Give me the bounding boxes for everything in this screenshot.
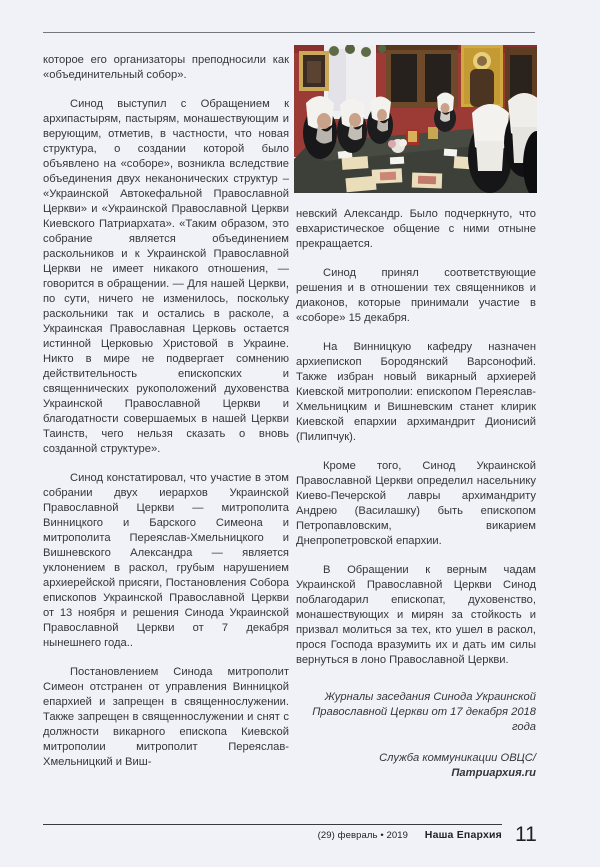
signature xyxy=(296,751,536,781)
footer-rule xyxy=(43,824,502,825)
paragraph: На Винницкую кафедру назначен архиепископ Бородянский Варсонофий. Также избран новый викарный архиерей Киевской митрополии: епископом Переяслав-Хмельницким и Вишневским станет клирик Киевской епархии архимандрит Дионисий (Пилипчук). xyxy=(296,341,536,443)
paragraph: невский Александр. Было подчеркнуто, что евхаристическое общение с ними отныне прекращается. xyxy=(296,208,536,250)
paragraph: Кроме того, Синод Украинской Православной Церкви определил насельнику Киево-Печерской лавры архимандриту Андрею (Василашку) быть епископом Петропавловским, викарием Днепропетровской епархии. xyxy=(296,460,536,547)
issue-info: (29) февраль • 2019 xyxy=(317,830,409,841)
paragraph: Синод принял соответствующие решения и в отношении тех священников и диаконов, которые принимали участие в «соборе» 15 декабря. xyxy=(296,267,536,324)
paragraph: Синод констатировал, что участие в этом собрании двух иерархов Украинской Православной Церкви — митрополита Винницкого и Барского Симеона и митрополита Переяслав-Хмельницкого и Вишневского Александра — является уклонением в раскол, грубым нарушением архиерейской присяги, Постановления Собора епископов Украинской Православной Церкви от 13 ноября и решения Синода Украинской Православной Церкви от 7 декабря нынешнего года.. xyxy=(43,472,289,649)
paragraph: Постановлением Синода митрополит Симеон отстранен от управления Винницкой епархией и запрещен в священнослужении. Также запрещен в священнослужении и снят с должности викарного епископа Киевской митрополии митрополит Переяслав-Хмельницкий и Виш- xyxy=(43,666,289,768)
source-note: Журналы заседания Синода Украинской Православной Церкви от 17 декабря 2018 года xyxy=(312,691,536,733)
right-column xyxy=(296,45,536,781)
left-column xyxy=(43,53,289,784)
signature-line1: Служба коммуникации ОВЦС/ xyxy=(379,752,536,764)
synod-meeting-photo xyxy=(294,45,537,193)
magazine-title: Наша Епархия xyxy=(424,829,502,841)
paragraph: которое его организаторы преподносили как «объединительный собор». xyxy=(43,54,289,81)
top-rule xyxy=(43,32,535,33)
footer xyxy=(43,829,502,841)
signature-line2: Патриархия.ru xyxy=(451,767,536,779)
paragraph: Синод выступил с Обращением к архипастырям, пастырям, монашествующим и верующим, отметив, в частности, что новая структура, о создании которой было объявлено на «соборе», возникла вследствие объединения двух неканонических структур – «Украинской Автокефальной Православной Церкви» и «Украинской Православной Церкви Киевского Патриархата». «Таким образом, это собрание является объединением раскольников и к Украинской Православной Церкви не имеет никакого отношения, — говорится в обращении. — Для нашей Церкви, по сути, ничего не изменилось, поскольку раскольники так и остались в расколе, а Украинская Православная Церковь остается истинной Церковью Христовой в Украине. Никто в мире не подвергает сомнению действительность епископских и священнических рукоположений духовенства Украинской Православной Церкви и благодатности совершаемых в нашей Церкви Таинств, чего нельзя сказать о вновь созданной структуре». xyxy=(43,98,289,455)
page-number: 11 xyxy=(515,823,537,846)
paragraph: В Обращении к верным чадам Украинской Православной Церкви Синод поблагодарил епископат, духовенство, монашествующих и мирян за стойкость и призвал молиться за тех, кто ушел в раскол, прося Господа вразумить их и дать им силы вернуться в лоно Православной Церкви. xyxy=(296,564,536,666)
synod-meeting-photo-graphic xyxy=(294,45,537,193)
